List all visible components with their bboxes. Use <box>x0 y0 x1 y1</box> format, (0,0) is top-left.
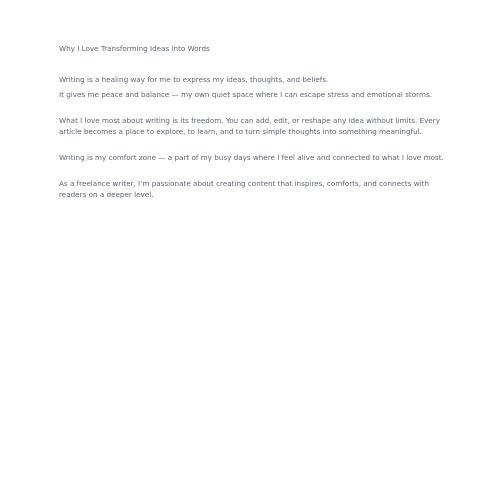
document-title: Why I Love Transforming Ideas into Words <box>59 44 210 53</box>
paragraph-1: Writing is a healing way for me to express my ideas, thoughts, and beliefs. <box>59 75 329 84</box>
paragraph-4: Writing is my comfort zone — a part of my busy days where I feel alive and connected to what I love most. <box>59 153 444 162</box>
paragraph-5: As a freelance writer, I’m passionate about creating content that inspires, comforts, and connects with readers on a deeper level. <box>59 179 430 199</box>
paragraph-2: It gives me peace and balance — my own quiet space where I can escape stress and emotional storms. <box>59 90 432 99</box>
paragraph-3: What I love most about writing is its freedom. You can add, edit, or reshape any idea without limits. Every article becomes a place to explore, to learn, and to turn simple thoughts into something meaningful. <box>59 116 441 136</box>
